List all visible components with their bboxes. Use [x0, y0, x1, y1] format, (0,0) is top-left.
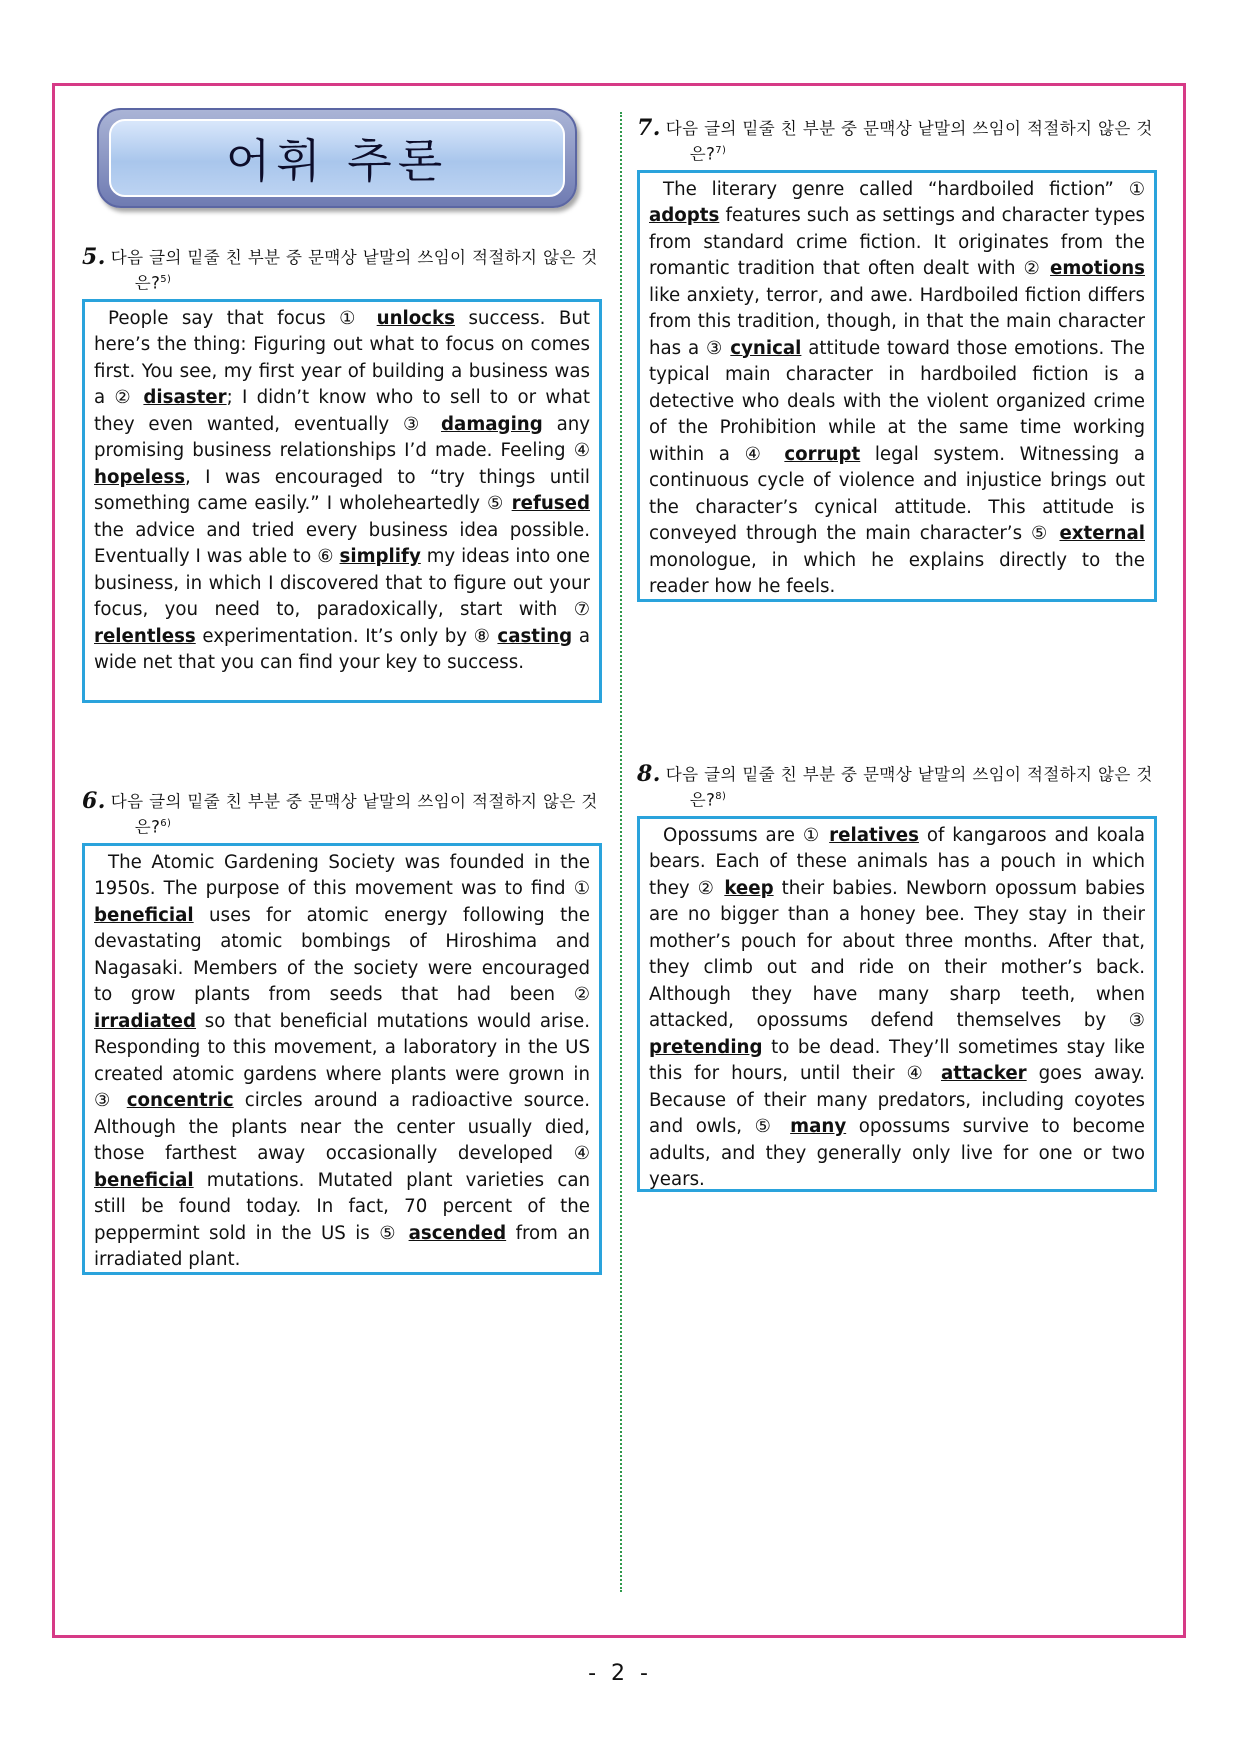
- underlined-word: damaging: [441, 413, 543, 435]
- underlined-word: ascended: [408, 1222, 507, 1244]
- underlined-word: disaster: [143, 387, 227, 408]
- prompt-text-cont: 은?: [689, 144, 716, 164]
- passage-segment: experimentation. It’s only by ⑧: [195, 625, 498, 647]
- passage-segment: of kangaroos and koala bears. Each of these animals has a pouch in which they ②: [649, 824, 1145, 899]
- question-prompt: [637, 761, 1157, 812]
- underlined-word: simplify: [339, 546, 421, 567]
- question-number: 7.: [637, 115, 661, 141]
- question-number: 8.: [637, 761, 661, 787]
- passage-box: [637, 816, 1157, 1192]
- footnote-mark: 7): [715, 145, 727, 156]
- underlined-word: casting: [497, 625, 573, 647]
- section-title: 어휘 추론: [225, 134, 449, 188]
- passage-segment: People say that focus ①: [108, 307, 377, 329]
- column-divider: [620, 112, 622, 1592]
- passage-segment: opossums survive to become adults, and they generally only live for one or two years.: [649, 1116, 1145, 1190]
- footnote-mark: 8): [715, 791, 727, 802]
- prompt-text: 다음 글의 밑줄 친 부분 중 문맥상 낱말의 쓰임이 적절하지 않은 것: [110, 792, 598, 811]
- underlined-word: refused: [511, 493, 590, 514]
- underlined-word: hopeless: [94, 466, 186, 488]
- prompt-text-cont: 은?: [134, 817, 161, 837]
- question-5: [82, 244, 602, 703]
- passage-box: [82, 299, 602, 703]
- question-6: [82, 788, 602, 1275]
- underlined-word: emotions: [1050, 258, 1145, 279]
- passage-text: [94, 850, 590, 1274]
- passage-text: [94, 306, 590, 677]
- underlined-word: irradiated: [94, 1010, 197, 1032]
- underlined-word: attacker: [941, 1063, 1027, 1084]
- passage-segment: like anxiety, terror, and awe. Hardboiled fiction differs from this tradition, though, in that the main character has a ③: [649, 284, 1145, 359]
- underlined-word: adopts: [649, 205, 720, 226]
- question-number: 5.: [82, 244, 106, 270]
- passage-segment: circles around a radioactive source. Although the plants near the center usually died, those farthest away occasionally developed ④: [94, 1090, 590, 1164]
- passage-segment: my ideas into one business, in which I discovered that to figure out your focus, you need to, paradoxically, start with ⑦: [94, 546, 590, 620]
- underlined-word: beneficial: [94, 1169, 194, 1191]
- prompt-text-cont: 은?: [134, 273, 161, 293]
- passage-box: [82, 843, 602, 1275]
- underlined-word: relentless: [94, 625, 196, 647]
- passage-segment: legal system. Witnessing a continuous cycle of violence and injustice brings out the character’s cynical attitude. This attitude is conveyed through the main character’s ⑤: [649, 443, 1145, 544]
- underlined-word: pretending: [649, 1036, 763, 1058]
- passage-segment: The literary genre called “hardboiled fiction” ①: [663, 178, 1145, 200]
- passage-segment: so that beneficial mutations would arise. Responding to this movement, a laboratory in the US created atomic gardens where plants were grown in ③: [94, 1010, 590, 1111]
- underlined-word: beneficial: [94, 904, 194, 926]
- underlined-word: corrupt: [784, 443, 861, 465]
- passage-segment: attitude toward those emotions. The typical main character in hardboiled fiction is a detective who deals with the violent organized crime of the Prohibition while at the same time working within a ④: [649, 337, 1145, 465]
- footnote-mark: 5): [160, 274, 172, 285]
- passage-segment: a wide net that you can find your key to success.: [94, 625, 590, 673]
- passage-segment: The Atomic Gardening Society was founded in the 1950s. The purpose of this movement was to find ①: [94, 851, 590, 899]
- page-number: - 2 -: [588, 1661, 652, 1686]
- underlined-word: keep: [724, 877, 774, 899]
- prompt-text-cont: 은?: [689, 790, 716, 810]
- passage-segment: monologue, in which he explains directly to the reader how he feels.: [649, 549, 1145, 597]
- question-prompt: [82, 788, 602, 839]
- prompt-text: 다음 글의 밑줄 친 부분 중 문맥상 낱말의 쓰임이 적절하지 않은 것: [665, 765, 1153, 784]
- passage-segment: from an irradiated plant.: [94, 1222, 591, 1270]
- underlined-word: cynical: [730, 337, 802, 359]
- passage-segment: uses for atomic energy following the devastating atomic bombings of Hiroshima and Nagasaki. Members of the society were encouraged to grow plants from seeds that had been ②: [94, 904, 590, 1005]
- passage-segment: goes away. Because of their many predators, including coyotes and owls, ⑤: [649, 1063, 1146, 1137]
- prompt-text: 다음 글의 밑줄 친 부분 중 문맥상 낱말의 쓰임이 적절하지 않은 것: [110, 248, 598, 267]
- underlined-word: unlocks: [376, 307, 455, 329]
- passage-segment: any promising business relationships I’d made. Feeling ④: [94, 413, 590, 461]
- underlined-word: concentric: [126, 1090, 234, 1111]
- passage-segment: mutations. Mutated plant varieties can still be found today. In fact, 70 percent of the peppermint sold in the US is ⑤: [94, 1169, 590, 1244]
- passage-segment: success. But here’s the thing: Figuring out what to focus on comes first. You see, my first year of building a business was a ②: [94, 307, 590, 408]
- passage-segment: their babies. Newborn opossum babies are no bigger than a honey bee. They stay in their mother’s pouch for about three months. After that, they climb out and ride on their mother’s back. Although they have many sharp teeth, when attacked, opossums defend themselves by ③: [649, 877, 1145, 1031]
- passage-segment: to be dead. They’ll sometimes stay like this for hours, until their ④: [649, 1036, 1145, 1084]
- underlined-word: external: [1059, 523, 1145, 544]
- underlined-word: many: [790, 1116, 847, 1137]
- question-8: [637, 761, 1157, 1192]
- question-number: 6.: [82, 788, 106, 814]
- passage-segment: , I was encouraged to “try things until something came easily.” I wholeheartedly ⑤: [94, 466, 590, 514]
- passage-segment: ; I didn’t know who to sell to or what they even wanted, eventually ③: [94, 387, 590, 435]
- passage-box: [637, 170, 1157, 602]
- question-prompt: [82, 244, 602, 295]
- passage-text: [649, 177, 1145, 601]
- section-title-banner: [97, 108, 577, 208]
- question-prompt: [637, 115, 1157, 166]
- passage-segment: the advice and tried every business idea possible. Eventually I was able to ⑥: [94, 519, 590, 567]
- passage-segment: Opossums are ①: [663, 824, 830, 846]
- section-title-inner: [109, 119, 565, 197]
- question-7: [637, 115, 1157, 602]
- passage-text: [649, 823, 1145, 1194]
- prompt-text: 다음 글의 밑줄 친 부분 중 문맥상 낱말의 쓰임이 적절하지 않은 것: [665, 119, 1153, 138]
- footnote-mark: 6): [160, 818, 172, 829]
- passage-segment: features such as settings and character types from standard crime fiction. It originates from the romantic tradition that often dealt with ②: [649, 205, 1145, 279]
- underlined-word: relatives: [829, 824, 919, 846]
